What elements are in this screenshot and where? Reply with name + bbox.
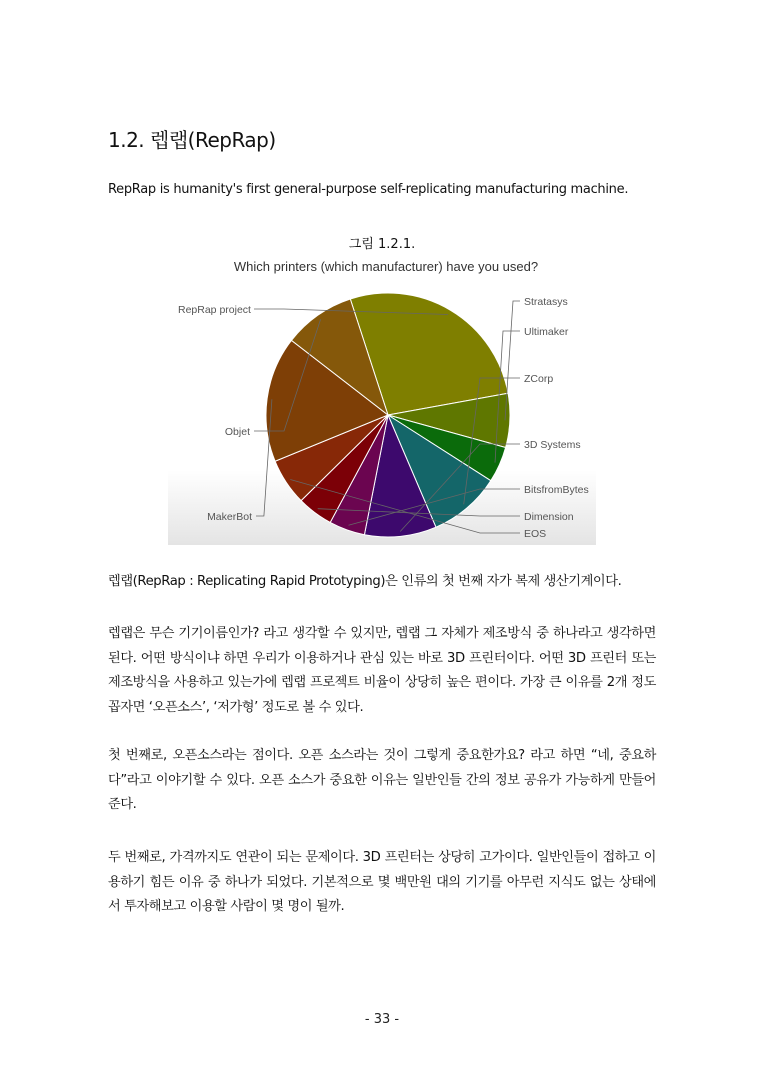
- label-ultimaker: Ultimaker: [524, 326, 569, 338]
- label-makerbot: MakerBot: [207, 511, 252, 523]
- paragraph-2: 렙랩은 무슨 기기이름인가? 라고 생각할 수 있지만, 렙랩 그 자체가 제조방식 중 하나라고 생각하면 된다. 어떤 방식이냐 하면 우리가 이용하거나 관심 있는 바로 3D 프린터이다. 어떤 3D 프린터 또는 제조방식을 사용하고 있는가에 렙랩 프로젝트 비율이 상당히 높은 편이다. 가장 큰 이유를 2개 정도 꼽자면 ‘오픈소스’, ‘저가형’ 정도로 볼 수 있다.: [108, 626, 656, 715]
- chart-title: Which printers (which manufacturer) have you used?: [233, 259, 539, 274]
- label-reprap-project: RepRap project: [178, 304, 251, 316]
- label-zcorp: ZCorp: [524, 373, 554, 385]
- paragraph-4: 두 번째로, 가격까지도 연관이 되는 문제이다. 3D 프린터는 상당히 고가이다. 일반인들이 접하고 이용하기 힘든 이유 중 하나가 되었다. 기본적으로 몇 백만원 대의 기기를 아무런 지식도 없는 상태에서 투자해보고 이용할 사람이 몇 명이 될까.: [108, 850, 656, 914]
- label-bitsfrombytes: BitsfromBytes: [524, 484, 589, 496]
- label-objet: Objet: [224, 426, 250, 438]
- label-dimension: Dimension: [524, 511, 574, 523]
- label-3d-systems: 3D Systems: [524, 439, 581, 451]
- page-number: - 33 -: [364, 1012, 400, 1027]
- section-heading: 1.2. 렙랩(RepRap): [108, 128, 276, 152]
- label-eos: EOS: [524, 528, 547, 540]
- intro-sentence: RepRap is humanity's first general-purpose self-replicating manufacturing machine.: [108, 182, 629, 197]
- printer-usage-pie-chart: [168, 255, 596, 545]
- label-stratasys: Stratasys: [524, 296, 568, 308]
- figure-caption: 그림 1.2.1.: [348, 237, 416, 252]
- paragraph-1: 렙랩(RepRap : Replicating Rapid Prototyping)은 인류의 첫 번째 자가 복제 생산기계이다.: [108, 574, 622, 589]
- paragraph-3: 첫 번째로, 오픈소스라는 점이다. 오픈 소스라는 것이 그렇게 중요한가요? 라고 하면 “네, 중요하다”라고 이야기할 수 있다. 오픈 소스가 중요한 이유는 일반인들 간의 정보 공유가 가능하게 만들어준다.: [108, 748, 656, 812]
